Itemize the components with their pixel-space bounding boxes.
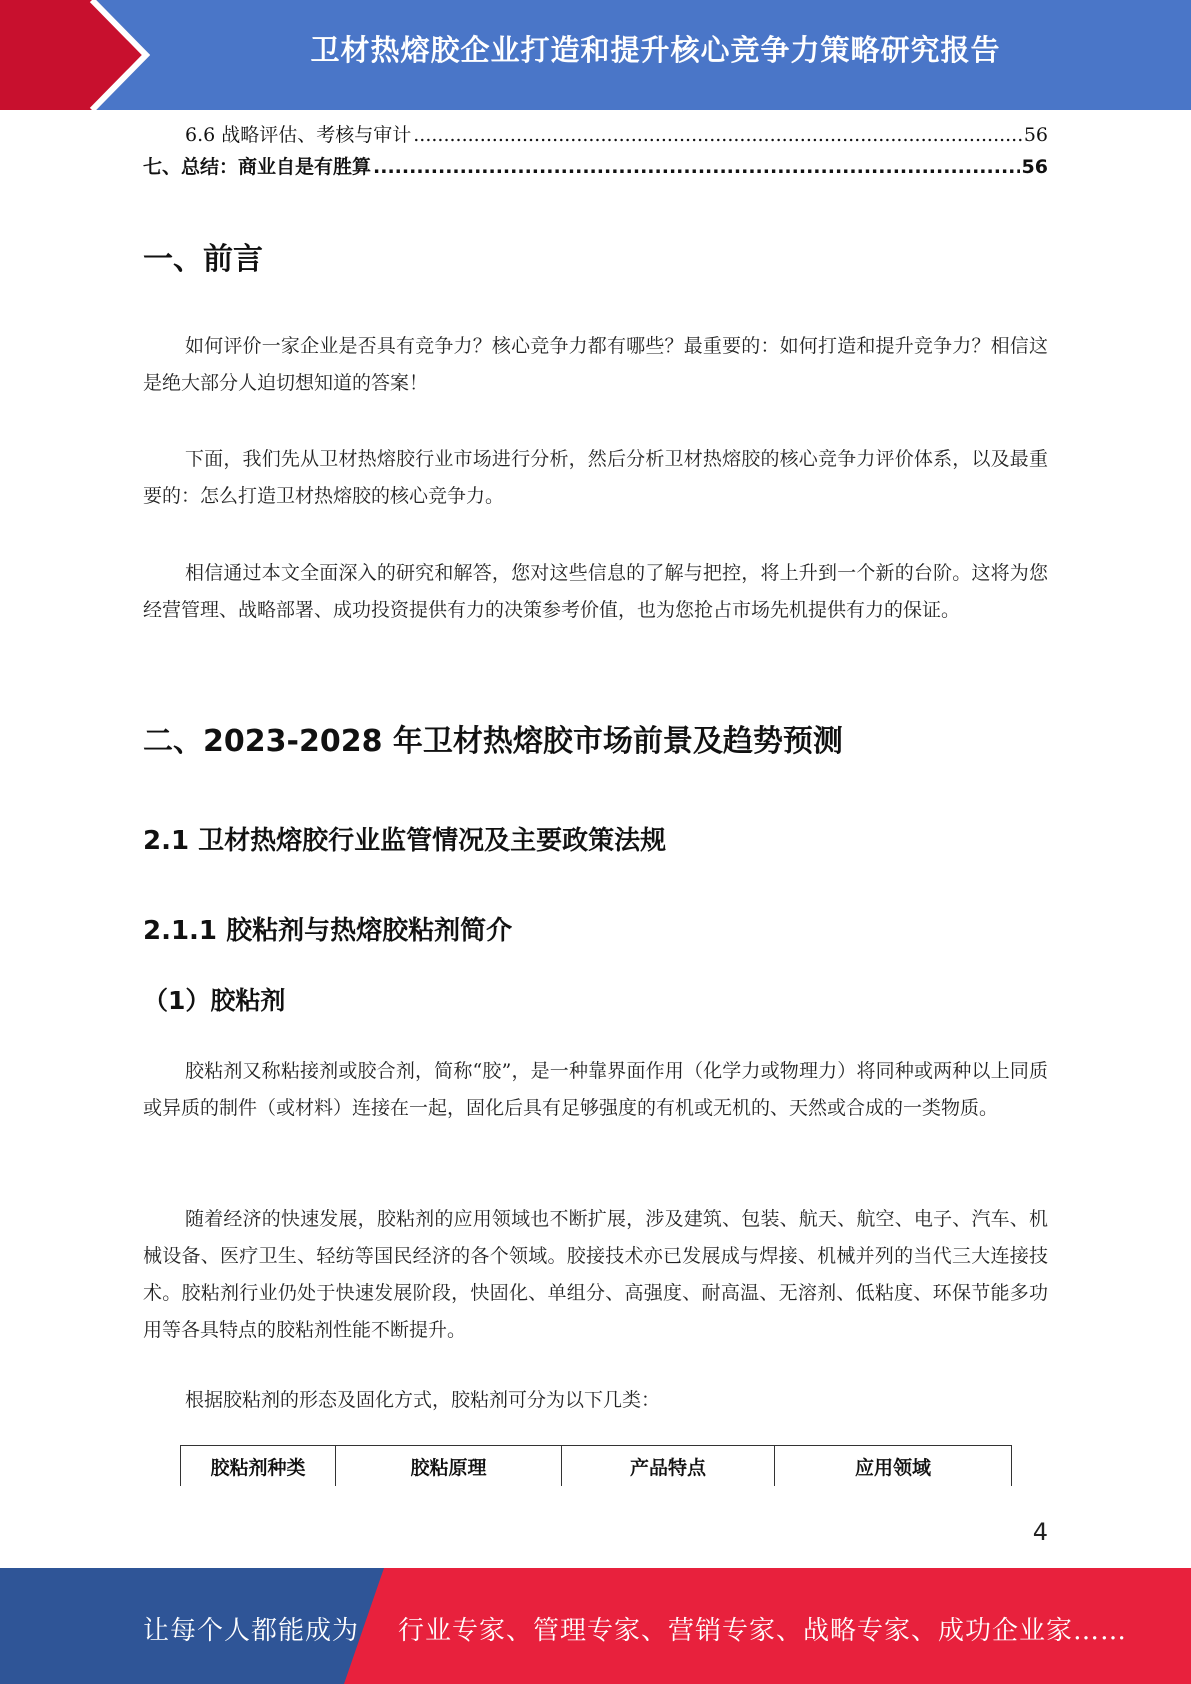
page-header <box>0 0 1191 110</box>
footer-slogan-left: 让每个人都能成为 <box>143 1616 360 1646</box>
page-footer <box>0 1568 1191 1684</box>
adhesive-types-table <box>180 1445 1012 1486</box>
chapter-heading: 二、2023-2028 年卫材热熔胶市场前景及趋势预测 <box>143 724 843 759</box>
toc-entry-label: 七、总结：商业自是有胜算 <box>143 156 372 178</box>
toc-leader-dots <box>373 156 1020 178</box>
table-header-cell: 产品特点 <box>562 1446 775 1487</box>
footer-slogan-right: 行业专家、管理专家、营销专家、战略专家、成功企业家…… <box>398 1616 1128 1646</box>
toc-entry[interactable] <box>143 152 1048 184</box>
toc-entry[interactable] <box>143 120 1048 152</box>
subsection-heading: 2.1.1 胶粘剂与热熔胶粘剂简介 <box>143 916 513 946</box>
toc-entry-page: 56 <box>1023 124 1048 146</box>
header-arrow-decoration <box>0 0 150 110</box>
paragraph: 随着经济的快速发展，胶粘剂的应用领域也不断扩展，涉及建筑、包装、航天、航空、电子、汽车、机械设备、医疗卫生、轻纺等国民经济的各个领域。胶接技术亦已发展成与焊接、机械并列的当代三大连接技术。胶粘剂行业仍处于快速发展阶段，快固化、单组分、高强度、耐高温、无溶剂、低粘度、环保节能多功用等各具特点的胶粘剂性能不断提升。 <box>143 1208 1048 1341</box>
table-header-row <box>181 1446 1012 1487</box>
sub-subsection-heading: （1）胶粘剂 <box>143 986 286 1015</box>
toc-entry-page: 56 <box>1021 156 1048 178</box>
table-header-cell: 胶粘原理 <box>336 1446 562 1487</box>
toc-leader-dots <box>413 124 1022 146</box>
toc-entry-label: 6.6 战略评估、考核与审计 <box>185 124 412 146</box>
section-heading-preface: 一、前言 <box>143 242 263 277</box>
section-heading: 2.1 卫材热熔胶行业监管情况及主要政策法规 <box>143 826 667 856</box>
paragraph: 如何评价一家企业是否具有竞争力？核心竞争力都有哪些？最重要的：如何打造和提升竞争力？相信这是绝大部分人迫切想知道的答案！ <box>143 335 1048 394</box>
toc-section <box>143 120 1048 184</box>
table-header-cell: 应用领域 <box>775 1446 1012 1487</box>
paragraph: 根据胶粘剂的形态及固化方式，胶粘剂可分为以下几类： <box>185 1389 661 1411</box>
paragraph: 胶粘剂又称粘接剂或胶合剂，简称“胶”，是一种靠界面作用（化学力或物理力）将同种或两种以上同质或异质的制件（或材料）连接在一起，固化后具有足够强度的有机或无机的、天然或合成的一类物质。 <box>143 1060 1048 1119</box>
paragraph: 下面，我们先从卫材热熔胶行业市场进行分析，然后分析卫材热熔胶的核心竞争力评价体系，以及最重要的：怎么打造卫材热熔胶的核心竞争力。 <box>143 448 1048 507</box>
document-title: 卫材热熔胶企业打造和提升核心竞争力策略研究报告 <box>310 33 1001 67</box>
page-number: 4 <box>1032 1518 1048 1546</box>
table-header-cell: 胶粘剂种类 <box>181 1446 336 1487</box>
paragraph: 相信通过本文全面深入的研究和解答，您对这些信息的了解与把控，将上升到一个新的台阶。这将为您经营管理、战略部署、成功投资提供有力的决策参考价值，也为您抢占市场先机提供有力的保证。 <box>143 562 1048 621</box>
